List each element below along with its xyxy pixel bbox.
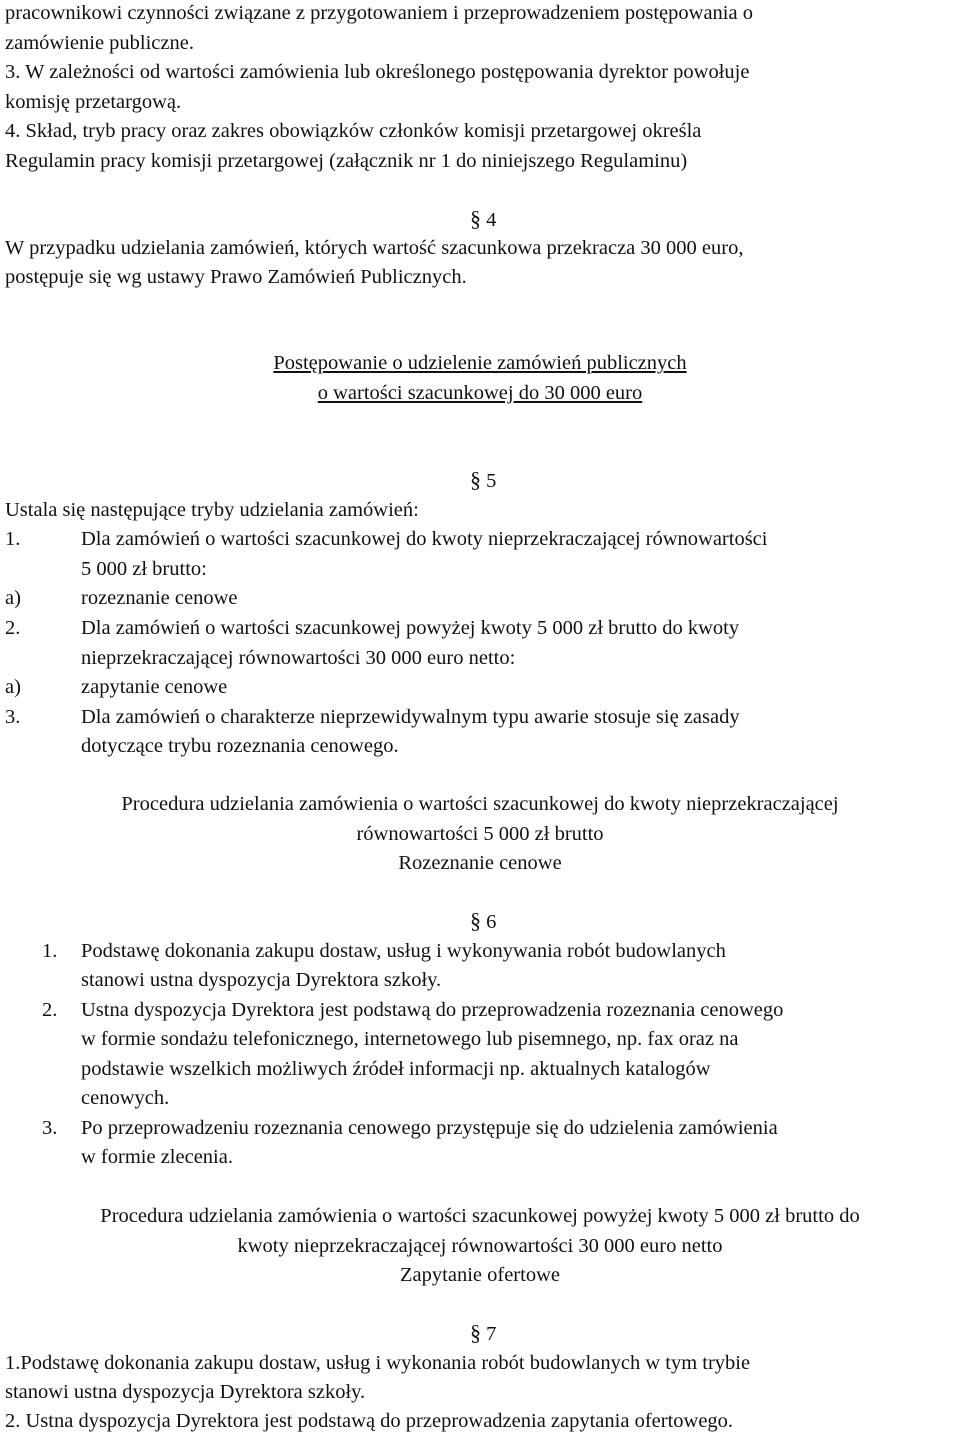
section-heading: Rozeznanie cenowe [398, 852, 562, 874]
paragraph-line: 4. Skład, tryb pracy oraz zakres obowiązków członków komisji przetargowej określa [5, 120, 702, 142]
list-item-text: nieprzekraczającej równowartości 30 000 euro netto: [81, 647, 516, 669]
section-number: 5 [486, 470, 497, 492]
section-heading: o wartości szacunkowej do 30 000 euro [317, 382, 643, 404]
list-item-text: Po przeprowadzeniu rozeznania cenowego przystępuje się do udzielenia zamówienia [81, 1117, 778, 1139]
list-item-text: zapytanie cenowe [81, 676, 228, 698]
section-heading: Postępowanie o udzielenie zamówień publicznych [273, 352, 687, 374]
list-item-text: stanowi ustna dyspozycja Dyrektora szkoły. [81, 969, 442, 991]
paragraph-line: pracownikowi czynności związane z przygotowaniem i przeprowadzeniem postępowania o [5, 2, 753, 24]
list-item-text: podstawie wszelkich możliwych źródeł informacji np. aktualnych katalogów [81, 1058, 711, 1080]
list-item-number: a) [5, 676, 21, 698]
section-number: 6 [486, 911, 497, 933]
list-item-number: 2. [5, 617, 21, 639]
paragraph-line: zamówienie publiczne. [5, 32, 194, 54]
section-heading: Procedura udzielania zamówienia o wartości szacunkowej powyżej kwoty 5 000 zł brutto do [100, 1205, 860, 1227]
list-item-text: Dla zamówień o wartości szacunkowej do kwoty nieprzekraczającej równowartości [81, 528, 768, 550]
section-4-marker [470, 206, 496, 233]
section-heading: Procedura udzielania zamówienia o wartości szacunkowej do kwoty nieprzekraczającej [121, 793, 839, 815]
list-item-text: Dla zamówień o wartości szacunkowej powyżej kwoty 5 000 zł brutto do kwoty [81, 617, 740, 639]
section-heading: Zapytanie ofertowe [400, 1264, 560, 1286]
section-symbol: § [470, 206, 481, 231]
section-number: 4 [486, 209, 497, 231]
paragraph-line: 1.Podstawę dokonania zakupu dostaw, usług i wykonania robót budowlanych w tym trybie [5, 1352, 751, 1374]
list-item-number: 2. [42, 999, 58, 1021]
section-symbol: § [470, 908, 481, 933]
list-item-text: dotyczące trybu rozeznania cenowego. [81, 735, 399, 757]
paragraph-line: postępuje się wg ustawy Prawo Zamówień Publicznych. [5, 266, 467, 288]
section-symbol: § [470, 467, 481, 492]
list-item-number: 3. [42, 1117, 58, 1139]
list-item-number: 1. [42, 940, 58, 962]
section-symbol: § [470, 1320, 481, 1345]
paragraph-line: W przypadku udzielania zamówień, których wartość szacunkowa przekracza 30 000 euro, [5, 237, 744, 259]
section-6-marker [470, 908, 496, 935]
section-heading: równowartości 5 000 zł brutto [356, 823, 604, 845]
list-item-text: 5 000 zł brutto: [81, 558, 207, 580]
paragraph-line: komisję przetargową. [5, 91, 182, 113]
list-item-text: w formie zlecenia. [81, 1146, 233, 1168]
paragraph-line: stanowi ustna dyspozycja Dyrektora szkoły. [5, 1381, 366, 1403]
list-item-text: Podstawę dokonania zakupu dostaw, usług i wykonywania robót budowlanych [81, 940, 726, 962]
list-item-number: 3. [5, 706, 21, 728]
section-7-marker [470, 1320, 496, 1347]
list-item-number: a) [5, 587, 21, 609]
section-number: 7 [486, 1323, 497, 1345]
list-item-text: cenowych. [81, 1087, 170, 1109]
list-item-text: rozeznanie cenowe [81, 587, 238, 609]
list-item-text: w formie sondażu telefonicznego, internetowego lub pisemnego, np. fax oraz na [81, 1028, 739, 1050]
paragraph-line: Ustala się następujące tryby udzielania zamówień: [5, 499, 419, 521]
paragraph-line: 3. W zależności od wartości zamówienia lub określonego postępowania dyrektor powołuje [5, 61, 750, 83]
paragraph-line: Regulamin pracy komisji przetargowej (załącznik nr 1 do niniejszego Regulaminu) [5, 150, 688, 172]
paragraph-line: 2. Ustna dyspozycja Dyrektora jest podstawą do przeprowadzenia zapytania ofertowego. [5, 1410, 734, 1432]
section-5-marker [470, 467, 496, 494]
list-item-number: 1. [5, 528, 21, 550]
list-item-text: Ustna dyspozycja Dyrektora jest podstawą do przeprowadzenia rozeznania cenowego [81, 999, 784, 1021]
list-item-text: Dla zamówień o charakterze nieprzewidywalnym typu awarie stosuje się zasady [81, 706, 740, 728]
section-heading: kwoty nieprzekraczającej równowartości 30 000 euro netto [237, 1235, 723, 1257]
